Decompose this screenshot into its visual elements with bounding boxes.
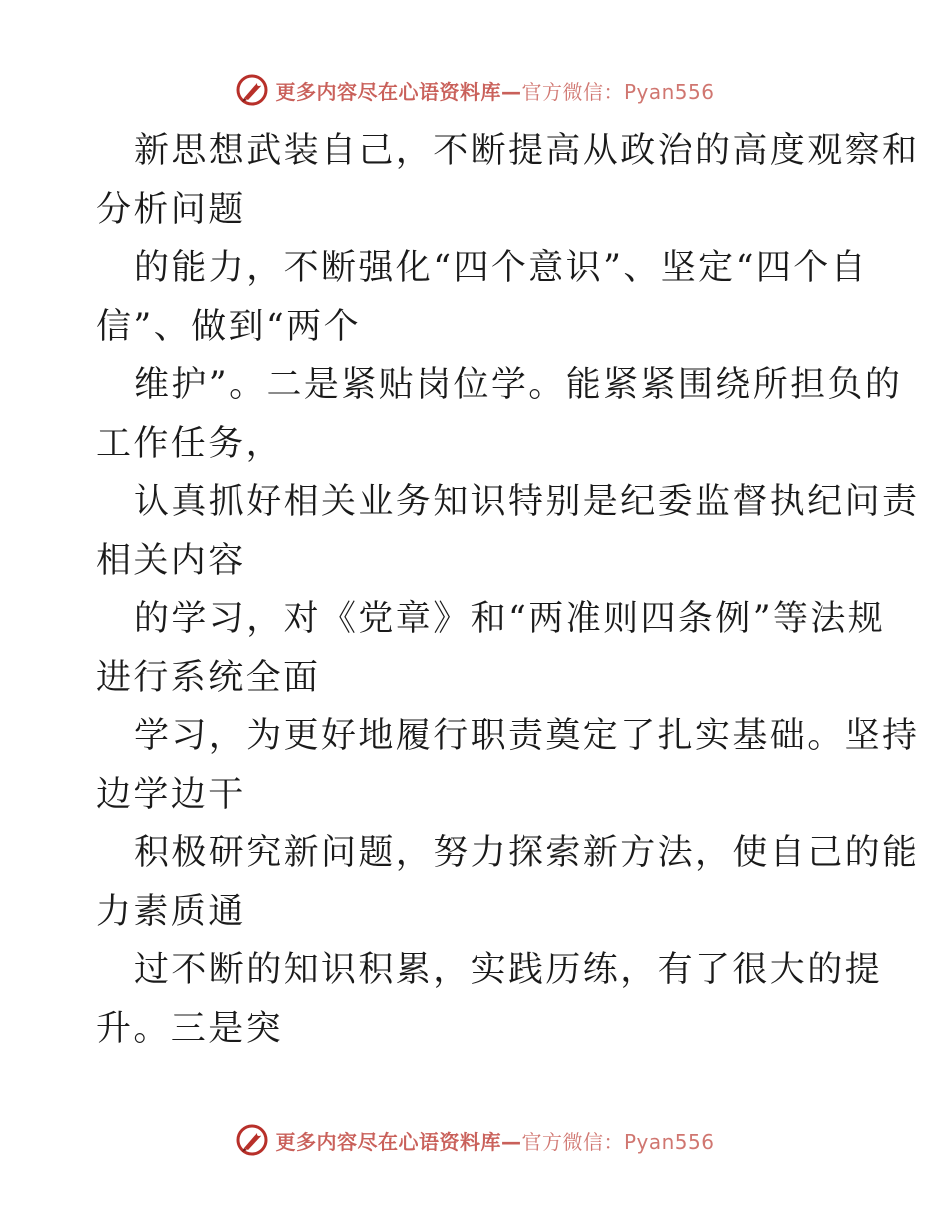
pen-logo-icon	[235, 1123, 269, 1157]
body-line: 分析问题	[96, 189, 246, 230]
header-banner	[0, 70, 950, 110]
body-line: 积极研究新问题，努力探索新方法，使自己的能	[134, 833, 920, 873]
body-line: 过不断的知识积累，实践历练，有了很大的提	[134, 950, 883, 990]
body-line: 进行系统全面	[96, 657, 321, 698]
body-line: 认真抓好相关业务知识特别是纪委监督执纪问责	[134, 482, 920, 522]
body-line: 的能力，不断强化“四个意识”、坚定“四个自	[134, 248, 869, 288]
body-line: 边学边干	[96, 774, 246, 815]
footer-banner	[0, 1120, 950, 1160]
body-line: 工作任务，	[96, 423, 284, 464]
body-line: 相关内容	[96, 540, 246, 581]
pen-logo-icon	[235, 73, 269, 107]
body-line: 信”、做到“两个	[96, 306, 361, 347]
body-line: 维护”。二是紧贴岗位学。能紧紧围绕所担负的	[134, 365, 903, 405]
body-line: 学习，为更好地履行职责奠定了扎实基础。坚持	[134, 716, 920, 756]
document-body	[96, 122, 920, 1058]
banner-text: 更多内容尽在心语资料库—官方微信：Pyan556	[275, 1129, 715, 1154]
body-line: 新思想武装自己，不断提高从政治的高度观察和	[134, 131, 920, 171]
body-line: 力素质通	[96, 891, 246, 932]
body-line: 升。三是突	[96, 1008, 284, 1049]
banner-text: 更多内容尽在心语资料库—官方微信：Pyan556	[275, 79, 715, 104]
body-line: 的学习，对《党章》和“两准则四条例”等法规	[134, 599, 886, 639]
